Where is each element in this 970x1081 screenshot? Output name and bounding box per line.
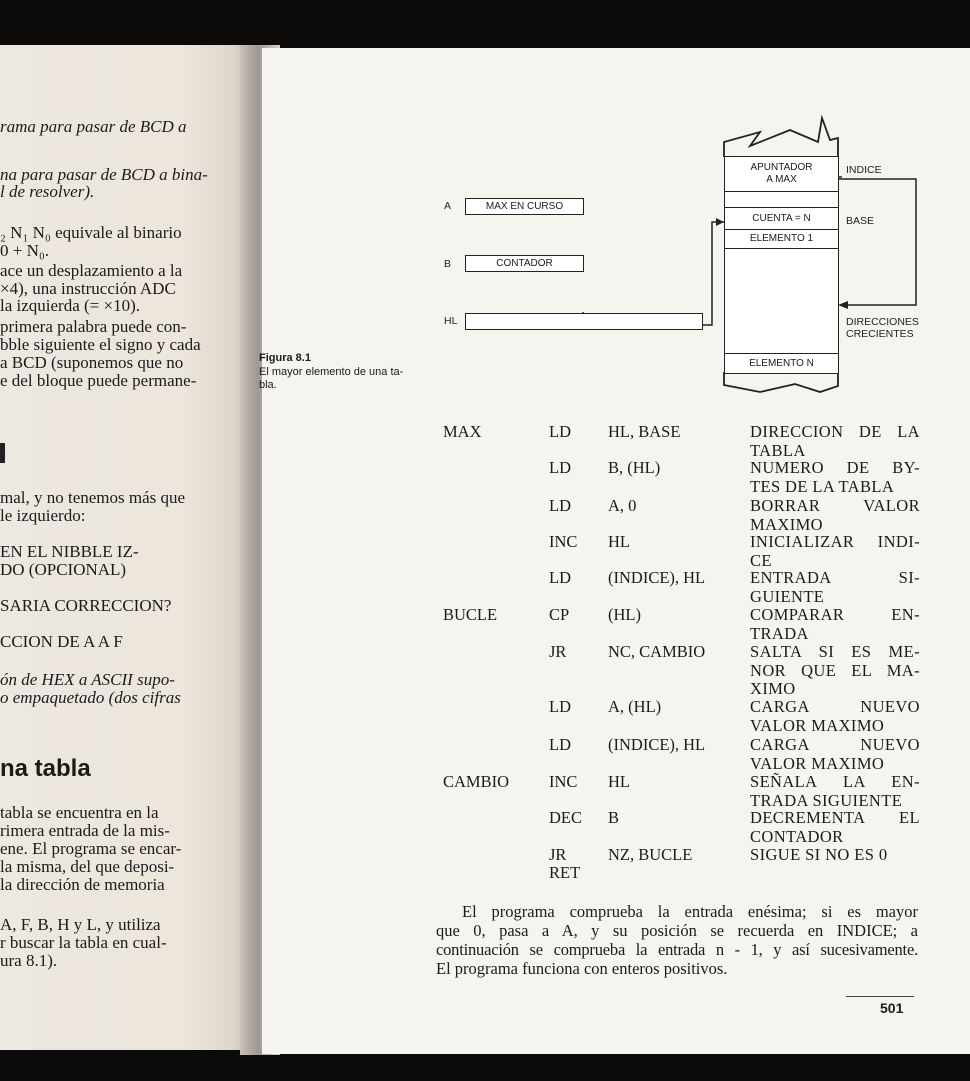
- code-operands: (INDICE), HL: [608, 735, 706, 754]
- left-text-line: bble siguiente el signo y cada: [0, 335, 201, 354]
- register-hl-label: HL: [444, 315, 458, 327]
- memory-apuntador: APUNTADOR: [750, 162, 813, 173]
- left-text-line: SARIA CORRECCION?: [0, 596, 172, 615]
- code-opcode: RET: [549, 863, 581, 882]
- code-comment-line: XIMO: [750, 679, 796, 698]
- code-comment-line: CONTADOR: [750, 826, 844, 846]
- memory-divider: [725, 229, 838, 230]
- code-operands: A, (HL): [608, 697, 662, 716]
- code-comment-line: TRADA SIGUIENTE: [750, 790, 903, 810]
- code-operands: HL: [608, 532, 630, 551]
- left-text-line: l de resolver).: [0, 182, 95, 201]
- left-text-line: le izquierdo:: [0, 506, 86, 525]
- code-opcode: JR: [549, 845, 567, 864]
- paragraph-line: continuación se comprueba la entrada n - 1, y así sucesivamente.: [436, 940, 918, 959]
- left-text-line: e del bloque puede permane-: [0, 371, 197, 390]
- left-text-line: ene. El programa se encar-: [0, 839, 182, 858]
- code-comment: [750, 497, 920, 534]
- code-comment: [750, 459, 920, 496]
- code-opcode: JR: [549, 642, 567, 661]
- paragraph-line: El programa funciona con enteros positivos.: [436, 959, 728, 978]
- paragraph-line: El programa comprueba la entrada enésima; si es mayor: [462, 902, 918, 921]
- code-operands: B: [608, 808, 620, 827]
- direcciones-label: DIRECCIONES: [846, 316, 919, 328]
- footer-rule: [846, 996, 914, 997]
- code-operands: NZ, BUCLE: [608, 845, 693, 864]
- code-comment: [750, 846, 920, 865]
- left-text-line: A, F, B, H y L, y utiliza: [0, 915, 161, 934]
- code-opcode: LD: [549, 422, 571, 441]
- left-text-line: rimera entrada de la mis-: [0, 821, 170, 840]
- left-text-line: ₂ N₁ N₀ equivale al binario: [0, 223, 182, 242]
- section-heading: na tabla: [0, 755, 91, 782]
- left-text-line: ura 8.1).: [0, 951, 58, 970]
- memory-divider: [725, 207, 838, 208]
- code-comment: [750, 606, 920, 643]
- code-operands: HL: [608, 772, 630, 791]
- code-comment: [750, 569, 920, 606]
- left-text-line: mal, y no tenemos más que: [0, 488, 186, 507]
- code-comment-line: INICIALIZAR INDI-: [750, 532, 920, 551]
- memory-divider: [725, 248, 838, 249]
- code-comment-line: TABLA: [750, 440, 806, 460]
- code-comment-line: CARGA NUEVO: [750, 697, 920, 716]
- code-operands: B, (HL): [608, 458, 661, 477]
- code-label: CAMBIO: [443, 772, 510, 791]
- code-opcode: LD: [549, 496, 571, 515]
- left-text-line: la dirección de memoria: [0, 875, 165, 894]
- memory-table-block: [724, 156, 839, 374]
- left-text-line: r buscar la tabla en cual-: [0, 933, 167, 952]
- left-text-line: 0 + N₀.: [0, 241, 50, 260]
- code-operands: A, 0: [608, 496, 637, 515]
- code-comment-line: VALOR MAXIMO: [750, 753, 885, 773]
- code-comment-line: GUIENTE: [750, 586, 825, 606]
- code-comment-line: TES DE LA TABLA: [750, 476, 895, 496]
- left-text-line: a BCD (suponemos que no: [0, 353, 184, 372]
- figure-caption-text: bla.: [259, 379, 277, 391]
- code-comment: [750, 643, 920, 699]
- code-opcode: LD: [549, 458, 571, 477]
- code-comment-line: DECREMENTA EL: [750, 808, 920, 827]
- max-en-curso-text: MAX EN CURSO: [485, 201, 564, 212]
- left-text-line: DO (OPCIONAL): [0, 560, 127, 579]
- left-text-line: la misma, del que deposi-: [0, 857, 175, 876]
- code-comment: [750, 698, 920, 735]
- contador-box: [465, 255, 584, 272]
- code-comment: [750, 773, 920, 810]
- code-operands: (INDICE), HL: [608, 568, 706, 587]
- memory-cuenta: CUENTA = N: [752, 213, 811, 224]
- code-comment: [750, 809, 920, 846]
- code-comment-line: TRADA: [750, 623, 809, 643]
- code-opcode: INC: [549, 532, 578, 551]
- figure-caption-title: Figura 8.1: [259, 352, 311, 364]
- code-operands: NC, CAMBIO: [608, 642, 706, 661]
- indice-label: INDICE: [846, 164, 882, 176]
- code-operands: (HL): [608, 605, 641, 624]
- code-comment-line: NOR QUE EL MA-: [750, 660, 920, 680]
- left-text-line: o empaquetado (dos cifras: [0, 688, 181, 707]
- contador-text: CONTADOR: [496, 258, 553, 269]
- code-comment-line: SALTA SI ES ME-: [750, 642, 920, 661]
- code-comment-line: CE: [750, 550, 772, 570]
- code-comment-line: BORRAR VALOR: [750, 496, 920, 515]
- code-label: BUCLE: [443, 605, 498, 624]
- code-opcode: DEC: [549, 808, 582, 827]
- figure-caption-text: El mayor elemento de una ta-: [259, 366, 404, 378]
- left-text-line: la izquierda (= ×10).: [0, 296, 141, 315]
- code-comment-line: ENTRADA SI-: [750, 568, 920, 587]
- register-a-label: A: [444, 200, 452, 212]
- code-comment-line: NUMERO DE BY-: [750, 458, 920, 477]
- code-opcode: LD: [549, 568, 571, 587]
- code-comment: [750, 736, 920, 773]
- paragraph-line: que 0, pasa a A, y su posición se recuerda en INDICE; a: [436, 921, 918, 940]
- hl-register-box: [465, 313, 703, 330]
- code-comment: [750, 423, 920, 460]
- page-number: 501: [880, 1000, 904, 1016]
- code-comment-line: SIGUE SI NO ES 0: [750, 845, 888, 864]
- register-b-label: B: [444, 258, 452, 270]
- left-text-line: tabla se encuentra en la: [0, 803, 159, 822]
- code-opcode: CP: [549, 605, 570, 624]
- left-text-line: ace un desplazamiento a la: [0, 261, 183, 280]
- code-comment-line: SEÑALA LA EN-: [750, 772, 920, 791]
- memory-divider: [725, 191, 838, 192]
- code-opcode: LD: [549, 697, 571, 716]
- code-comment-line: DIRECCION DE LA: [750, 422, 920, 441]
- code-comment: [750, 533, 920, 570]
- left-text-line: CCION DE A A F: [0, 632, 123, 651]
- code-comment-line: CARGA NUEVO: [750, 735, 920, 754]
- left-text-line: ×4), una instrucción ADC: [0, 279, 176, 298]
- explanation-paragraph: [436, 902, 918, 978]
- code-label: MAX: [443, 422, 482, 441]
- code-opcode: LD: [549, 735, 571, 754]
- memory-divider: [725, 353, 838, 354]
- memory-elemento-1: ELEMENTO 1: [749, 233, 814, 244]
- code-comment-line: COMPARAR EN-: [750, 605, 920, 624]
- left-text-line: primera palabra puede con-: [0, 317, 187, 336]
- max-en-curso-box: [465, 198, 584, 215]
- code-comment-line: VALOR MAXIMO: [750, 715, 885, 735]
- left-text-line: rama para pasar de BCD a: [0, 117, 187, 136]
- memory-elemento-n: ELEMENTO N: [749, 358, 814, 369]
- left-text-line: na para pasar de BCD a bina-: [0, 165, 208, 184]
- left-text-line: ón de HEX a ASCII supo-: [0, 670, 175, 689]
- base-label: BASE: [846, 215, 875, 227]
- memory-apuntador: A MAX: [766, 174, 797, 185]
- code-comment-line: MAXIMO: [750, 514, 823, 534]
- code-opcode: INC: [549, 772, 578, 791]
- left-text-line: EN EL NIBBLE IZ-: [0, 542, 139, 561]
- code-operands: HL, BASE: [608, 422, 681, 441]
- direcciones-label: CRECIENTES: [846, 328, 914, 340]
